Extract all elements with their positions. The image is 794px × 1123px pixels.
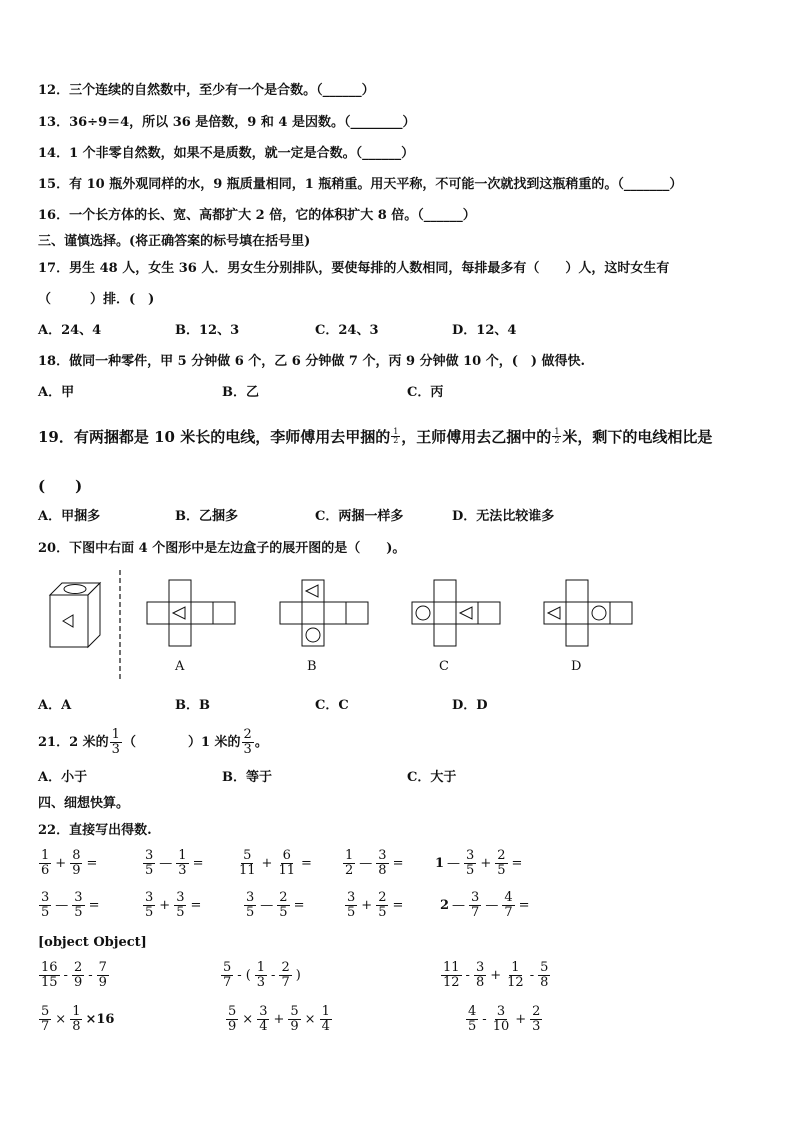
net-a-label: A	[175, 659, 185, 674]
q22-expr-8: $\frac{3}{5}$ — $\frac{2}{5}$ =	[246, 890, 305, 920]
q22-expr-2: $\frac{3}{5}$ — $\frac{1}{3}$ =	[145, 848, 204, 878]
cube-figure	[50, 583, 100, 647]
question-14: 14．1 个非零自然数，如果不是质数，就一定是合数。（______）	[38, 146, 415, 161]
q19-text-a: 19．有两捆都是 10 米长的电线，李师傅用去甲捆的	[38, 427, 391, 446]
q18-option-c[interactable]: C．丙	[407, 385, 444, 400]
q18-option-b[interactable]: B．乙	[222, 385, 259, 400]
q20-option-b[interactable]: B．B	[175, 698, 210, 713]
question-17-line2: （ ）排．( )	[38, 292, 155, 307]
q20-figures	[40, 565, 720, 685]
question-12: 12．三个连续的自然数中，至少有一个是合数。（______）	[38, 83, 375, 98]
question-15: 15．有 10 瓶外观同样的水，9 瓶质量相同，1 瓶稍重。用天平称，不可能一次就找到这瓶稍重的。（_______）	[38, 177, 683, 192]
q21-option-a[interactable]: A．小于	[38, 770, 88, 785]
q19-text-b: ，王师傅用去乙捆中的	[401, 427, 552, 446]
question-17-line1: 17．男生 48 人，女生 36 人．男女生分别排队，要使每排的人数相同，每排最多有（ ）人，这时女生有	[38, 261, 670, 276]
q23-expr-1: $\frac{16}{15}$ - $\frac{2}{9}$ - $\frac{7}{9}$	[41, 960, 107, 990]
q19-answer-blank: ( )	[38, 477, 83, 495]
section-3-heading: 三、谨慎选择。(将正确答案的标号填在括号里)	[38, 234, 311, 249]
q22-expr-1: $\frac{1}{6}$ + $\frac{8}{9}$ =	[41, 848, 98, 878]
q21-text-a: 21．2 米的	[38, 734, 109, 750]
q21-option-b[interactable]: B．等于	[222, 770, 272, 785]
q22-expr-10: 2 — $\frac{3}{7}$ — $\frac{4}{7}$ =	[440, 890, 530, 920]
q23-expr-2: $\frac{5}{7}$ - ( $\frac{1}{3}$ - $\frac{2}{7}$ )	[223, 960, 301, 990]
q22-expr-5: 1 — $\frac{3}{5}$ + $\frac{2}{5}$ =	[435, 848, 523, 878]
q21-text-c: 。	[254, 734, 268, 750]
question-18: 18．做同一种零件，甲 5 分钟做 6 个，乙 6 分钟做 7 个，丙 9 分钟做 10 个，( ) 做得快.	[38, 354, 586, 369]
net-c	[412, 580, 500, 646]
question-23: [object Object]	[38, 935, 147, 950]
q22-expr-4: $\frac{1}{2}$ — $\frac{3}{8}$ =	[345, 848, 404, 878]
q20-option-d[interactable]: D．D	[452, 698, 488, 713]
net-c-label: C	[439, 659, 449, 674]
q23-expr-6: $\frac{4}{5}$ - $\frac{3}{10}$ + $\frac{2}{3}$	[468, 1004, 541, 1034]
q21-option-c[interactable]: C．大于	[407, 770, 457, 785]
section-4-heading: 四、细想快算。	[38, 796, 130, 811]
net-a	[147, 580, 235, 646]
q19-option-b[interactable]: B．乙捆多	[175, 509, 238, 524]
question-22: 22．直接写出得数.	[38, 823, 152, 838]
net-d-label: D	[571, 659, 582, 674]
q21-text-b: （ ）1 米的	[122, 734, 241, 750]
q22-expr-6: $\frac{3}{5}$ — $\frac{3}{5}$ =	[41, 890, 100, 920]
q22-expr-3: $\frac{5}{11}$ + $\frac{6}{11}$ =	[239, 848, 312, 878]
net-b-label: B	[307, 659, 317, 674]
question-19	[38, 428, 712, 445]
q20-option-a[interactable]: A．A	[38, 698, 72, 713]
net-d	[544, 580, 632, 646]
question-16: 16．一个长方体的长、宽、高都扩大 2 倍，它的体积扩大 8 倍。（______）	[38, 208, 476, 223]
q23-expr-4: $\frac{5}{7}$ × $\frac{1}{8}$ ×16	[41, 1004, 115, 1034]
q19-fraction-1: $\frac{1}{2}$	[393, 427, 399, 445]
q19-option-c[interactable]: C．两捆一样多	[315, 509, 404, 524]
q20-option-c[interactable]: C．C	[315, 698, 349, 713]
q21-fraction-2: $\frac{2}{3}$	[243, 727, 252, 757]
q17-option-b[interactable]: B．12、3	[175, 323, 240, 338]
q22-expr-9: $\frac{3}{5}$ + $\frac{2}{5}$ =	[347, 890, 404, 920]
q23-expr-3: $\frac{11}{12}$ - $\frac{3}{8}$ + $\frac{1}{12}$ - $\frac{5}{8}$	[443, 960, 549, 990]
q19-option-d[interactable]: D．无法比较谁多	[452, 509, 555, 524]
q17-option-c[interactable]: C．24、3	[315, 323, 379, 338]
question-13: 13．36÷9＝4，所以 36 是倍数，9 和 4 是因数。（________）	[38, 115, 416, 130]
q19-text-c: 米，剩下的电线相比是	[562, 427, 713, 446]
q17-option-a[interactable]: A．24、4	[38, 323, 102, 338]
q19-fraction-2: $\frac{1}{2}$	[554, 427, 560, 445]
net-b	[280, 580, 368, 646]
q22-expr-7: $\frac{3}{5}$ + $\frac{3}{5}$ =	[145, 890, 202, 920]
q17-option-d[interactable]: D．12、4	[452, 323, 517, 338]
question-20: 20．下图中右面 4 个图形中是左边盒子的展开图的是（ )。	[38, 541, 406, 556]
q21-fraction-1: $\frac{1}{3}$	[111, 727, 120, 757]
q18-option-a[interactable]: A．甲	[38, 385, 75, 400]
q19-option-a[interactable]: A．甲捆多	[38, 509, 101, 524]
question-21	[38, 728, 268, 757]
q23-expr-5: $\frac{5}{9}$ × $\frac{3}{4}$ + $\frac{5}{9}$ × $\frac{1}{4}$	[228, 1004, 330, 1034]
